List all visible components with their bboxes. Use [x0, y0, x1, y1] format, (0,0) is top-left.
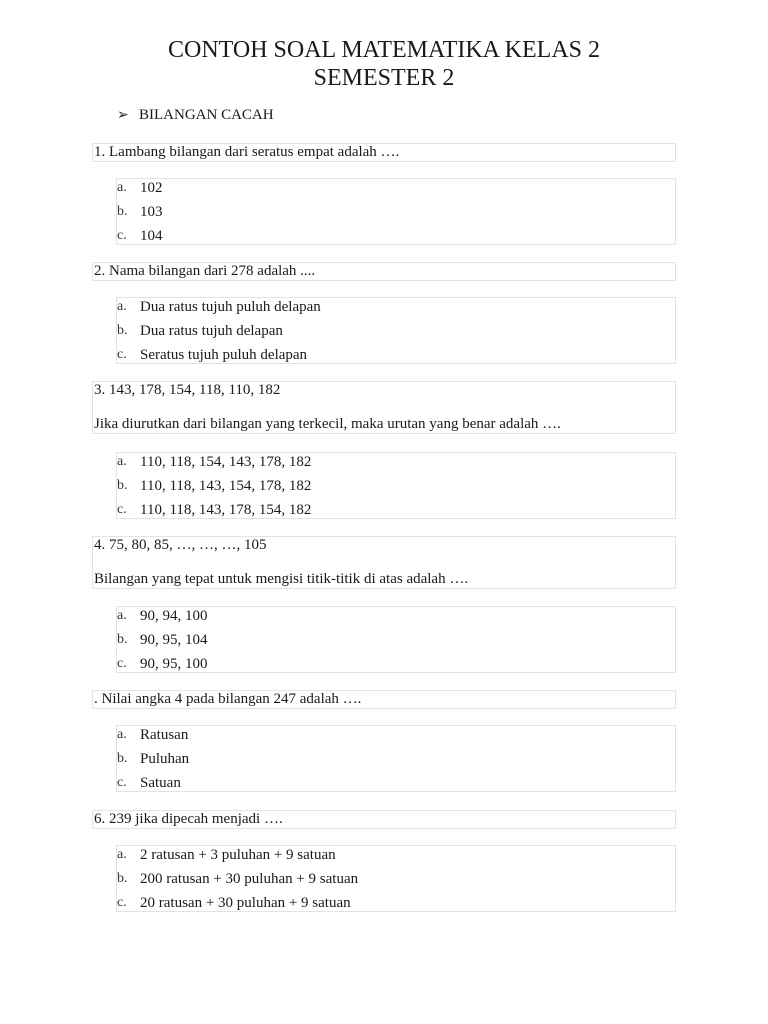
question-2 — [92, 262, 676, 281]
option-letter: c. — [117, 775, 127, 790]
question-text: Jika diurutkan dari bilangan yang terkecil, maka urutan yang benar adalah …. — [94, 416, 561, 432]
option-letter: a. — [117, 299, 127, 314]
options-3 — [116, 452, 676, 519]
question-text: 4. 75, 80, 85, …, …, …, 105 — [94, 537, 267, 553]
option-c — [117, 501, 675, 518]
question-text: 3. 143, 178, 154, 118, 110, 182 — [94, 382, 281, 398]
option-b — [117, 477, 675, 501]
option-letter: a. — [117, 847, 127, 862]
option-text: Puluhan — [140, 751, 190, 767]
page-title — [0, 36, 768, 92]
section-heading — [117, 106, 274, 125]
option-text: Ratusan — [140, 727, 189, 743]
question-4 — [92, 536, 676, 589]
section-heading-label: BILANGAN CACAH — [139, 107, 274, 123]
option-c — [117, 774, 675, 791]
option-a — [117, 726, 675, 750]
option-c — [117, 346, 675, 363]
arrow-bullet-icon: ➢ — [117, 108, 129, 123]
option-letter: c. — [117, 347, 127, 362]
option-b — [117, 631, 675, 655]
page-title-line-1: CONTOH SOAL MATEMATIKA KELAS 2 — [167, 37, 600, 63]
question-5 — [92, 690, 676, 709]
option-b — [117, 322, 675, 346]
option-text: Dua ratus tujuh delapan — [140, 323, 283, 339]
option-letter: b. — [117, 871, 128, 886]
option-text: 90, 95, 100 — [140, 656, 208, 672]
question-text: Bilangan yang tepat untuk mengisi titik-titik di atas adalah …. — [94, 571, 469, 587]
question-text: . Nilai angka 4 pada bilangan 247 adalah …. — [94, 691, 362, 707]
options-5 — [116, 725, 676, 792]
option-a — [117, 846, 675, 870]
options-6 — [116, 845, 676, 912]
question-1 — [92, 143, 676, 162]
option-c — [117, 894, 675, 911]
option-c — [117, 655, 675, 672]
option-letter: a. — [117, 727, 127, 742]
option-letter: c. — [117, 502, 127, 517]
option-letter: c. — [117, 228, 127, 243]
question-text: 1. Lambang bilangan dari seratus empat adalah …. — [94, 144, 400, 160]
option-letter: a. — [117, 454, 127, 469]
option-b — [117, 750, 675, 774]
option-text: 104 — [140, 228, 163, 244]
option-text: Satuan — [140, 775, 181, 791]
option-a — [117, 607, 675, 631]
question-text: 2. Nama bilangan dari 278 adalah .... — [94, 263, 316, 279]
option-text: Dua ratus tujuh puluh delapan — [140, 299, 321, 315]
option-a — [117, 298, 675, 322]
option-text: 20 ratusan + 30 puluhan + 9 satuan — [140, 895, 351, 911]
option-text: 110, 118, 154, 143, 178, 182 — [140, 454, 312, 470]
option-a — [117, 179, 675, 203]
question-text: 6. 239 jika dipecah menjadi …. — [94, 811, 283, 827]
option-text: 90, 94, 100 — [140, 608, 208, 624]
option-text: 90, 95, 104 — [140, 632, 208, 648]
option-text: 200 ratusan + 30 puluhan + 9 satuan — [140, 871, 359, 887]
option-letter: b. — [117, 323, 128, 338]
option-letter: a. — [117, 180, 127, 195]
options-1 — [116, 178, 676, 245]
question-6 — [92, 810, 676, 829]
options-2 — [116, 297, 676, 364]
option-letter: b. — [117, 632, 128, 647]
option-b — [117, 203, 675, 227]
option-letter: c. — [117, 656, 127, 671]
option-letter: a. — [117, 608, 127, 623]
option-text: 2 ratusan + 3 puluhan + 9 satuan — [140, 847, 336, 863]
option-c — [117, 227, 675, 244]
option-text: Seratus tujuh puluh delapan — [140, 347, 308, 363]
option-letter: b. — [117, 751, 128, 766]
options-4 — [116, 606, 676, 673]
page-title-line-2: SEMESTER 2 — [313, 65, 455, 91]
option-b — [117, 870, 675, 894]
option-a — [117, 453, 675, 477]
option-letter: b. — [117, 478, 128, 493]
option-text: 102 — [140, 180, 163, 196]
option-text: 110, 118, 143, 154, 178, 182 — [140, 478, 312, 494]
option-text: 103 — [140, 204, 163, 220]
option-letter: b. — [117, 204, 128, 219]
option-letter: c. — [117, 895, 127, 910]
question-3 — [92, 381, 676, 434]
option-text: 110, 118, 143, 178, 154, 182 — [140, 502, 312, 518]
